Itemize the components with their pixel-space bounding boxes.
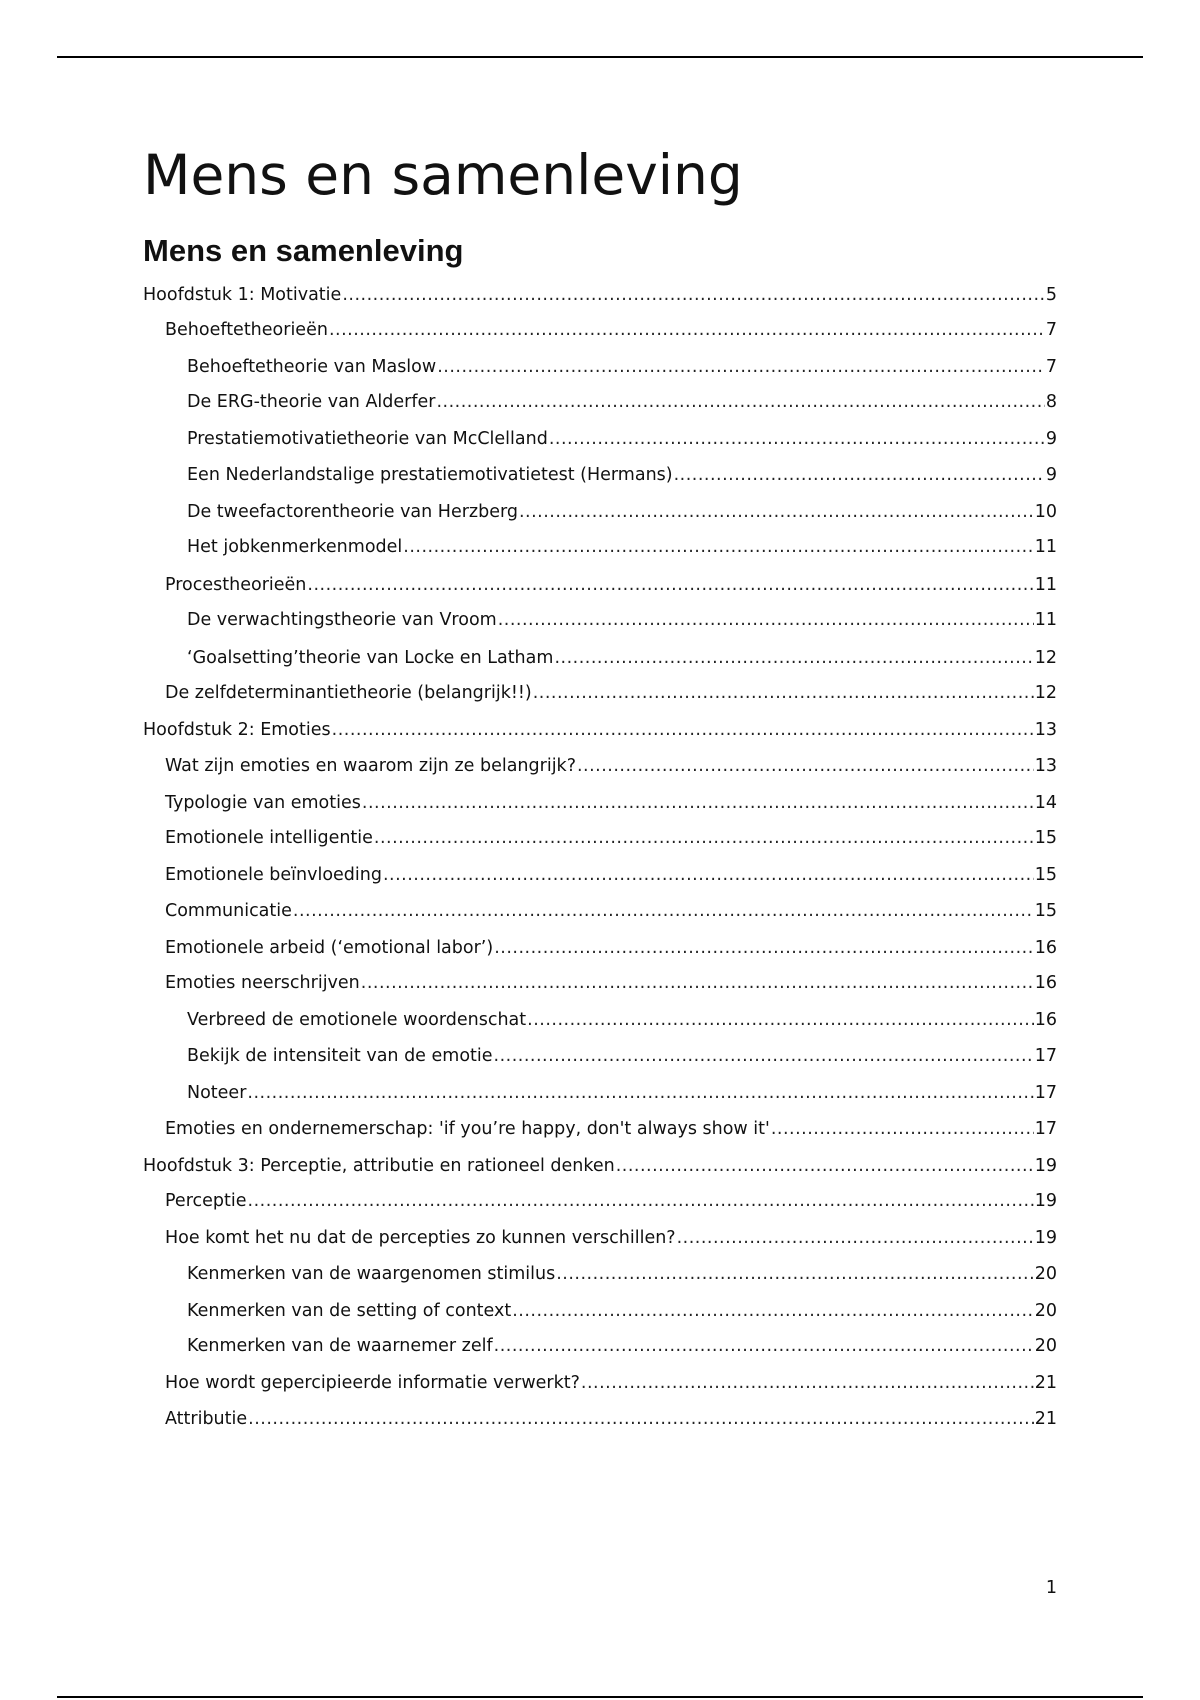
toc-dot-leader bbox=[554, 643, 1033, 673]
toc-entry-label: Emotionele beïnvloeding bbox=[165, 865, 382, 885]
toc-entry-label: Kenmerken van de waargenomen stimilus bbox=[187, 1264, 556, 1284]
toc-entry-page: 7 bbox=[1045, 320, 1057, 340]
toc-entry-page: 16 bbox=[1034, 938, 1057, 958]
toc-entry-label: Wat zijn emoties en waarom zijn ze belangrijk? bbox=[165, 756, 576, 776]
toc-entry-page: 11 bbox=[1034, 537, 1057, 557]
toc-entry[interactable] bbox=[187, 1259, 1057, 1289]
toc-entry-page: 21 bbox=[1034, 1373, 1057, 1393]
toc-entry-label: Communicatie bbox=[165, 901, 292, 921]
toc-entry-label: Bekijk de intensiteit van de emotie bbox=[187, 1046, 493, 1066]
toc-entry[interactable] bbox=[187, 643, 1057, 673]
toc-entry-page: 10 bbox=[1034, 502, 1057, 522]
toc-entry[interactable] bbox=[165, 1368, 1057, 1398]
toc-entry-label: Behoeftetheorieën bbox=[165, 320, 328, 340]
toc-entry-page: 15 bbox=[1034, 901, 1057, 921]
toc-entry[interactable] bbox=[165, 570, 1057, 600]
toc-dot-leader bbox=[494, 1331, 1034, 1361]
toc-entry[interactable] bbox=[187, 387, 1057, 417]
toc-dot-leader bbox=[403, 532, 1033, 562]
toc-dot-leader bbox=[436, 387, 1044, 417]
toc-dot-leader bbox=[494, 1041, 1034, 1071]
toc-entry[interactable] bbox=[187, 497, 1057, 527]
toc-entry-label: Kenmerken van de setting of context bbox=[187, 1301, 512, 1321]
toc-entry-page: 16 bbox=[1034, 1010, 1057, 1030]
toc-entry[interactable] bbox=[165, 823, 1057, 853]
toc-dot-leader bbox=[248, 1186, 1034, 1216]
toc-entry[interactable] bbox=[187, 352, 1057, 382]
toc-entry-label: Prestatiemotivatietheorie van McClelland bbox=[187, 429, 548, 449]
toc-entry-page: 7 bbox=[1045, 357, 1057, 377]
toc-entry[interactable] bbox=[187, 1005, 1057, 1035]
toc-entry-label: Emoties en ondernemerschap: 'if you’re happy, don't always show it' bbox=[165, 1119, 770, 1139]
toc-entry[interactable] bbox=[187, 532, 1057, 562]
header-rule bbox=[57, 56, 1143, 58]
toc-entry-page: 12 bbox=[1034, 648, 1057, 668]
toc-entry[interactable] bbox=[187, 605, 1057, 635]
toc-entry-label: De ERG-theorie van Alderfer bbox=[187, 392, 436, 412]
toc-entry-label: Emotionele arbeid (‘emotional labor’) bbox=[165, 938, 494, 958]
toc-entry-page: 20 bbox=[1034, 1336, 1057, 1356]
toc-entry-page: 9 bbox=[1045, 465, 1057, 485]
toc-entry[interactable] bbox=[165, 896, 1057, 926]
footer-rule bbox=[57, 1696, 1143, 1698]
toc-entry[interactable] bbox=[165, 751, 1057, 781]
toc-entry-label: De tweefactorentheorie van Herzberg bbox=[187, 502, 518, 522]
toc-entry-label: Hoofdstuk 1: Motivatie bbox=[143, 285, 342, 305]
toc-entry[interactable] bbox=[165, 968, 1057, 998]
toc-entry[interactable] bbox=[165, 1114, 1057, 1144]
toc-dot-leader bbox=[581, 1368, 1034, 1398]
toc-dot-leader bbox=[549, 424, 1045, 454]
toc-entry-page: 14 bbox=[1034, 793, 1057, 813]
toc-entry-label: Behoeftetheorie van Maslow bbox=[187, 357, 437, 377]
toc-entry-page: 15 bbox=[1034, 865, 1057, 885]
toc-entry[interactable] bbox=[143, 280, 1057, 310]
toc-entry[interactable] bbox=[187, 1296, 1057, 1326]
toc-entry-label: Hoofdstuk 3: Perceptie, attributie en rationeel denken bbox=[143, 1156, 615, 1176]
toc-dot-leader bbox=[293, 896, 1034, 926]
toc-entry-label: Emotionele intelligentie bbox=[165, 828, 373, 848]
toc-dot-leader bbox=[677, 1223, 1034, 1253]
toc-entry[interactable] bbox=[165, 788, 1057, 818]
toc-entry-label: De verwachtingstheorie van Vroom bbox=[187, 610, 497, 630]
toc-entry[interactable] bbox=[187, 1078, 1057, 1108]
toc-dot-leader bbox=[342, 280, 1045, 310]
toc-entry-page: 11 bbox=[1034, 575, 1057, 595]
toc-entry-label: Emoties neerschrijven bbox=[165, 973, 360, 993]
toc-entry[interactable] bbox=[187, 460, 1057, 490]
toc-entry-label: Het jobkenmerkenmodel bbox=[187, 537, 403, 557]
toc-entry-label: ‘Goalsetting’theorie van Locke en Latham bbox=[187, 648, 554, 668]
toc-dot-leader bbox=[527, 1005, 1034, 1035]
toc-entry[interactable] bbox=[165, 860, 1057, 890]
toc-entry[interactable] bbox=[165, 1223, 1057, 1253]
toc-dot-leader bbox=[556, 1259, 1034, 1289]
toc-entry[interactable] bbox=[165, 933, 1057, 963]
toc-entry-page: 21 bbox=[1034, 1409, 1057, 1429]
toc-dot-leader bbox=[771, 1114, 1034, 1144]
toc-entry-label: Attributie bbox=[165, 1409, 248, 1429]
toc-entry-page: 15 bbox=[1034, 828, 1057, 848]
toc-dot-leader bbox=[307, 570, 1033, 600]
toc-entry-page: 12 bbox=[1034, 683, 1057, 703]
toc-dot-leader bbox=[362, 788, 1034, 818]
toc-dot-leader bbox=[329, 315, 1045, 345]
toc-entry-page: 19 bbox=[1034, 1228, 1057, 1248]
toc-entry[interactable] bbox=[165, 315, 1057, 345]
toc-entry[interactable] bbox=[187, 424, 1057, 454]
page-number: 1 bbox=[1045, 1578, 1057, 1598]
toc-dot-leader bbox=[332, 715, 1034, 745]
toc-entry-page: 11 bbox=[1034, 610, 1057, 630]
toc-dot-leader bbox=[494, 933, 1034, 963]
toc-entry-page: 17 bbox=[1034, 1046, 1057, 1066]
toc-entry-page: 9 bbox=[1045, 429, 1057, 449]
toc-dot-leader bbox=[533, 678, 1034, 708]
toc-entry-page: 5 bbox=[1045, 285, 1057, 305]
toc-entry-label: Noteer bbox=[187, 1083, 247, 1103]
toc-dot-leader bbox=[498, 605, 1034, 635]
toc-entry[interactable] bbox=[143, 715, 1057, 745]
toc-entry-page: 17 bbox=[1034, 1119, 1057, 1139]
toc-entry-page: 20 bbox=[1034, 1301, 1057, 1321]
toc-entry-label: Hoe wordt gepercipieerde informatie verwerkt? bbox=[165, 1373, 580, 1393]
toc-dot-leader bbox=[248, 1404, 1034, 1434]
toc-dot-leader bbox=[616, 1151, 1034, 1181]
toc-dot-leader bbox=[247, 1078, 1033, 1108]
toc-entry-page: 20 bbox=[1034, 1264, 1057, 1284]
toc-dot-leader bbox=[383, 860, 1034, 890]
toc-entry[interactable] bbox=[187, 1041, 1057, 1071]
toc-entry[interactable] bbox=[165, 678, 1057, 708]
toc-dot-leader bbox=[519, 497, 1034, 527]
toc-entry[interactable] bbox=[165, 1186, 1057, 1216]
toc-entry-label: Verbreed de emotionele woordenschat bbox=[187, 1010, 527, 1030]
toc-entry-page: 8 bbox=[1045, 392, 1057, 412]
document-title: Mens en samenleving bbox=[143, 143, 743, 207]
toc-dot-leader bbox=[437, 352, 1045, 382]
toc-entry[interactable] bbox=[143, 1151, 1057, 1181]
toc-dot-leader bbox=[577, 751, 1034, 781]
toc-heading: Mens en samenleving bbox=[143, 233, 464, 268]
toc-entry-label: Kenmerken van de waarnemer zelf bbox=[187, 1336, 493, 1356]
toc-dot-leader bbox=[374, 823, 1034, 853]
toc-entry-label: Hoe komt het nu dat de percepties zo kunnen verschillen? bbox=[165, 1228, 676, 1248]
toc-dot-leader bbox=[674, 460, 1045, 490]
toc-entry-page: 19 bbox=[1034, 1191, 1057, 1211]
toc-entry-label: Hoofdstuk 2: Emoties bbox=[143, 720, 331, 740]
toc-entry-page: 17 bbox=[1034, 1083, 1057, 1103]
toc-entry[interactable] bbox=[165, 1404, 1057, 1434]
toc-entry-label: De zelfdeterminantietheorie (belangrijk!!) bbox=[165, 683, 532, 703]
toc-dot-leader bbox=[361, 968, 1034, 998]
toc-entry-label: Een Nederlandstalige prestatiemotivatietest (Hermans) bbox=[187, 465, 673, 485]
toc-entry-label: Procestheorieën bbox=[165, 575, 307, 595]
toc-entry-label: Typologie van emoties bbox=[165, 793, 361, 813]
toc-dot-leader bbox=[512, 1296, 1034, 1326]
toc-entry-page: 19 bbox=[1034, 1156, 1057, 1176]
toc-entry-page: 13 bbox=[1034, 756, 1057, 776]
toc-entry-page: 13 bbox=[1034, 720, 1057, 740]
toc-entry-label: Perceptie bbox=[165, 1191, 247, 1211]
toc-entry-page: 16 bbox=[1034, 973, 1057, 993]
toc-entry[interactable] bbox=[187, 1331, 1057, 1361]
